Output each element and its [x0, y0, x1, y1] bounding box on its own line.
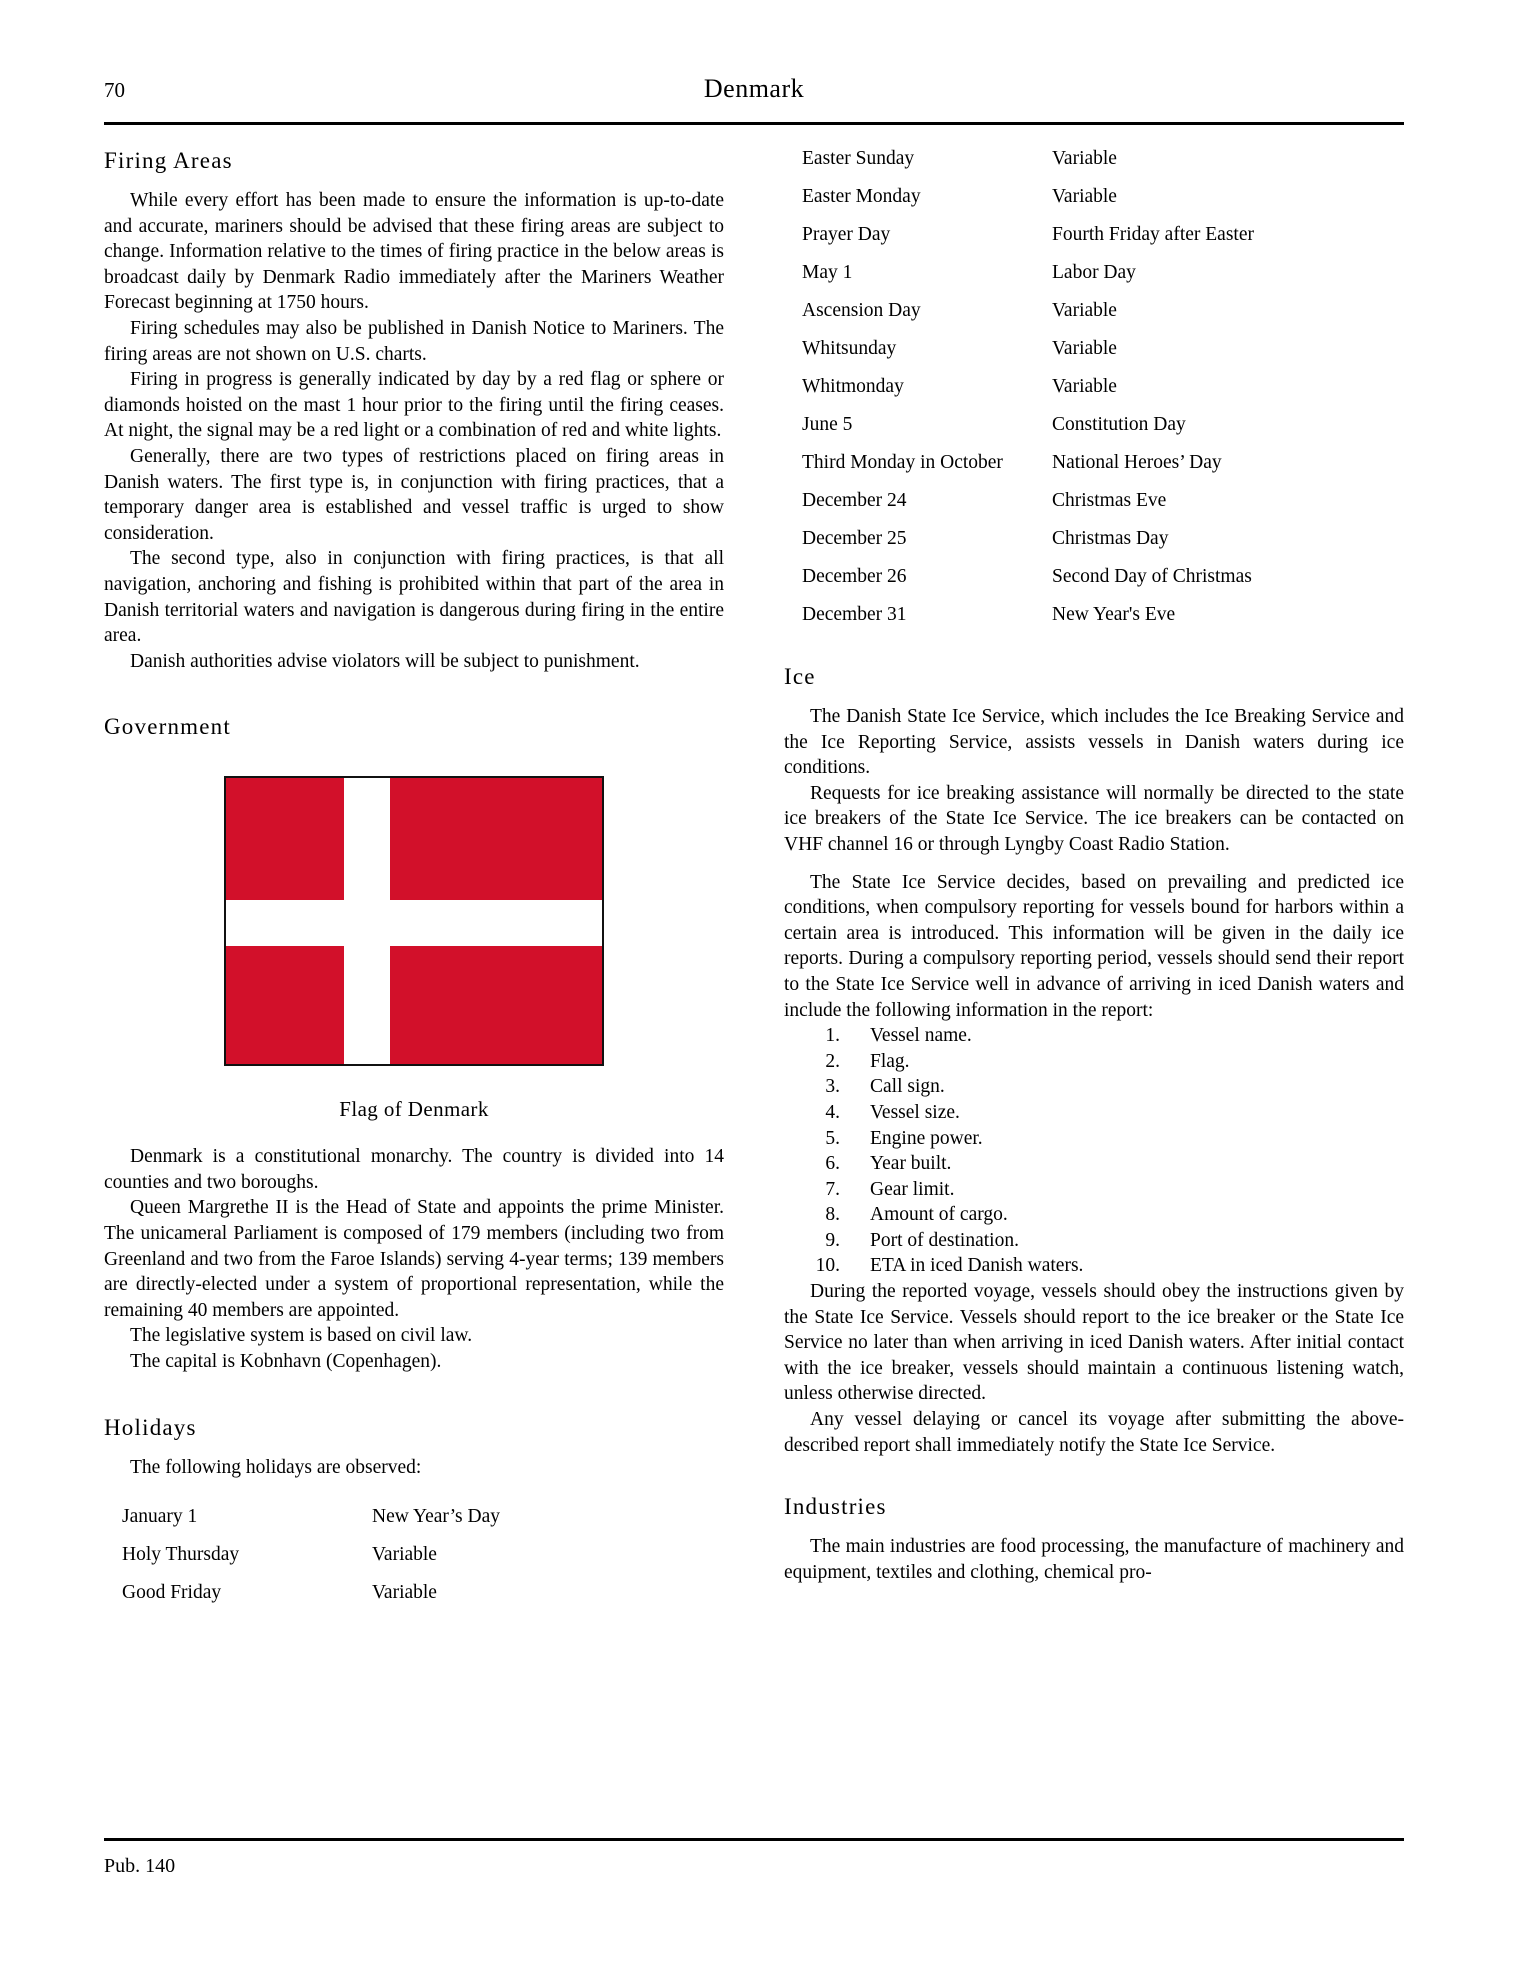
holiday-date: Prayer Day [802, 224, 891, 245]
ice-report-items-list [784, 1023, 1404, 1279]
holiday-date: Easter Monday [802, 186, 921, 207]
section-heading-government: Government [104, 714, 231, 740]
holiday-date: Good Friday [122, 1582, 222, 1604]
paragraph: Firing schedules may also be published in Danish Notice to Mariners. The firing areas are not shown on U.S. charts. [104, 317, 724, 365]
list-item-number: 3. [825, 1076, 840, 1098]
list-item [784, 1253, 1404, 1279]
holiday-name: Variable [1052, 338, 1117, 359]
list-item-number: 10. [815, 1255, 840, 1277]
holiday-date: January 1 [122, 1506, 198, 1528]
holiday-date: December 25 [802, 528, 907, 549]
holiday-name: Variable [1052, 376, 1117, 397]
holiday-date: June 5 [802, 414, 853, 435]
paragraph: The State Ice Service decides, based on prevailing and predicted ice conditions, when compulsory reporting for vessels bound for harbors within a certain area is introduced. This information will be given in the daily ice reports. During a compulsory reporting period, vessels should send their report to the State Ice Service well in advance of arriving in iced Danish waters and include the following information in the report: [784, 871, 1404, 1021]
holiday-name: Variable [372, 1544, 437, 1566]
table-row [784, 528, 1404, 566]
table-row [784, 300, 1404, 338]
table-row [784, 452, 1404, 490]
holiday-name: Constitution Day [1052, 414, 1186, 435]
paragraph: Generally, there are two types of restrictions placed on firing areas in Danish waters. The first type is, in conjunction with firing practices, that a temporary danger area is established and vessel traffic is urged to show consideration. [104, 445, 724, 544]
page-title: Denmark [703, 74, 805, 103]
list-item-label: Port of destination. [870, 1229, 1019, 1251]
list-item [784, 1202, 1404, 1228]
holiday-name: New Year’s Day [372, 1506, 500, 1528]
flag-cross-horizontal [226, 900, 602, 946]
section-heading-ice: Ice [784, 664, 816, 689]
table-row [784, 376, 1404, 414]
holiday-name: Fourth Friday after Easter [1052, 224, 1254, 245]
holidays-table-continued [784, 148, 1404, 642]
list-item [784, 1228, 1404, 1254]
holiday-date: Ascension Day [802, 300, 921, 321]
figure-caption: Flag of Denmark [339, 1097, 489, 1122]
holiday-name: Labor Day [1052, 262, 1136, 283]
holiday-date: December 31 [802, 604, 907, 625]
section-heading-industries: Industries [784, 1494, 887, 1520]
table-row [784, 148, 1404, 186]
list-item-label: Vessel name. [870, 1025, 972, 1047]
list-item-label: ETA in iced Danish waters. [870, 1255, 1084, 1277]
list-item [784, 1177, 1404, 1203]
paragraph: The second type, also in conjunction with firing practices, is that all navigation, anchoring and fishing is prohibited within that part of the area in Danish territorial waters and navigation is dangerous during firing in the entire area. [104, 548, 724, 647]
list-item-label: Amount of cargo. [870, 1204, 1008, 1226]
list-item-number: 1. [825, 1025, 840, 1047]
left-column [104, 148, 724, 1620]
list-item-label: Flag. [870, 1050, 910, 1072]
holiday-name: New Year's Eve [1052, 604, 1176, 625]
table-row [784, 338, 1404, 376]
page-header [104, 74, 1404, 118]
footer-divider [104, 1838, 1404, 1841]
holiday-date: Whitmonday [802, 376, 904, 397]
holidays-table [104, 1506, 724, 1620]
paragraph: During the reported voyage, vessels should obey the instructions given by the State Ice Service. Vessels should report to the ice breaker or the State Ice Service no later than when arriving in iced Danish waters. After initial contact with the ice breaker, vessels should maintain a continuous listening watch, unless otherwise directed. [784, 1281, 1404, 1405]
table-row [784, 224, 1404, 262]
paragraph: The capital is Kobnhavn (Copenhagen). [130, 1351, 442, 1373]
list-item-number: 7. [825, 1178, 840, 1200]
page-number: 70 [104, 78, 125, 102]
paragraph: The following holidays are observed: [130, 1456, 422, 1478]
table-row [104, 1544, 724, 1582]
paragraph: The main industries are food processing, the manufacture of machinery and equipment, textiles and clothing, chemical pro- [784, 1536, 1404, 1583]
header-divider [104, 122, 1404, 125]
holiday-date: Third Monday in October [802, 452, 1003, 473]
paragraph: Firing in progress is generally indicated by day by a red flag or sphere or diamonds hoisted on the mast 1 hour prior to the firing until the firing ceases. At night, the signal may be a red light or a combination of red and white lights. [104, 369, 724, 442]
list-item [784, 1074, 1404, 1100]
holiday-date: Easter Sunday [802, 148, 915, 169]
list-item [784, 1049, 1404, 1075]
list-item-number: 9. [825, 1229, 840, 1251]
holiday-date: May 1 [802, 262, 853, 283]
paragraph: Denmark is a constitutional monarchy. The country is divided into 14 counties and two boroughs. [104, 1146, 724, 1193]
paragraph: Requests for ice breaking assistance will normally be directed to the state ice breakers of the State Ice Service. The ice breakers can be contacted on VHF channel 16 or through Lyngby Coast Radio Station. [784, 782, 1404, 855]
list-item-number: 4. [825, 1101, 840, 1123]
holiday-name: Christmas Eve [1052, 490, 1167, 511]
table-row [784, 186, 1404, 224]
holiday-date: Whitsunday [802, 338, 897, 359]
table-row [784, 490, 1404, 528]
list-item-label: Engine power. [870, 1127, 983, 1149]
list-item [784, 1100, 1404, 1126]
paragraph: Any vessel delaying or cancel its voyage after submitting the above-described report shall immediately notify the State Ice Service. [784, 1409, 1404, 1456]
table-row [784, 262, 1404, 300]
list-item [784, 1126, 1404, 1152]
list-item-label: Gear limit. [870, 1178, 955, 1200]
right-column [784, 148, 1404, 1585]
list-item [784, 1023, 1404, 1049]
table-row [784, 566, 1404, 604]
list-item-number: 6. [825, 1153, 840, 1175]
list-item-label: Call sign. [870, 1076, 945, 1098]
list-item-label: Vessel size. [870, 1101, 960, 1123]
flag-figure [104, 776, 724, 1122]
table-row [104, 1582, 724, 1620]
list-item-number: 2. [825, 1050, 840, 1072]
table-row [784, 414, 1404, 452]
list-item-number: 5. [825, 1127, 840, 1149]
section-heading-holidays: Holidays [104, 1414, 197, 1440]
list-item [784, 1151, 1404, 1177]
holiday-date: December 24 [802, 490, 907, 511]
paragraph: Danish authorities advise violators will be subject to punishment. [130, 650, 640, 672]
holiday-name: Christmas Day [1052, 528, 1169, 549]
paragraph: The Danish State Ice Service, which includes the Ice Breaking Service and the Ice Reporting Service, assists vessels in Danish waters during ice conditions. [784, 706, 1404, 779]
paragraph: While every effort has been made to ensure the information is up-to-date and accurate, mariners should be advised that these firing areas are subject to change. Information relative to the times of firing practice in the below areas is broadcast daily by Denmark Radio immediately after the Mariners Weather Forecast beginning at 1750 hours. [104, 190, 724, 314]
table-row [104, 1506, 724, 1544]
holiday-name: Variable [372, 1582, 437, 1604]
paragraph: The legislative system is based on civil law. [130, 1325, 473, 1347]
holiday-name: Variable [1052, 148, 1117, 169]
table-row [784, 604, 1404, 642]
holiday-date: December 26 [802, 566, 907, 587]
section-heading-firing-areas: Firing Areas [104, 148, 233, 173]
holiday-name: National Heroes’ Day [1052, 452, 1222, 473]
holiday-name: Variable [1052, 300, 1117, 321]
holiday-date: Holy Thursday [122, 1544, 240, 1566]
holiday-name: Second Day of Christmas [1052, 566, 1252, 587]
publication-number: Pub. 140 [104, 1855, 176, 1877]
list-item-number: 8. [825, 1204, 840, 1226]
holiday-name: Variable [1052, 186, 1117, 207]
list-item-label: Year built. [870, 1153, 952, 1175]
flag-of-denmark-image [224, 776, 604, 1066]
paragraph: Queen Margrethe II is the Head of State and appoints the prime Minister. The unicameral Parliament is composed of 179 members (including two from Greenland and two from the Faroe Islands) serving 4-year terms; 139 members are directly-elected under a system of proportional representation, while the remaining 40 members are appointed. [104, 1197, 724, 1321]
